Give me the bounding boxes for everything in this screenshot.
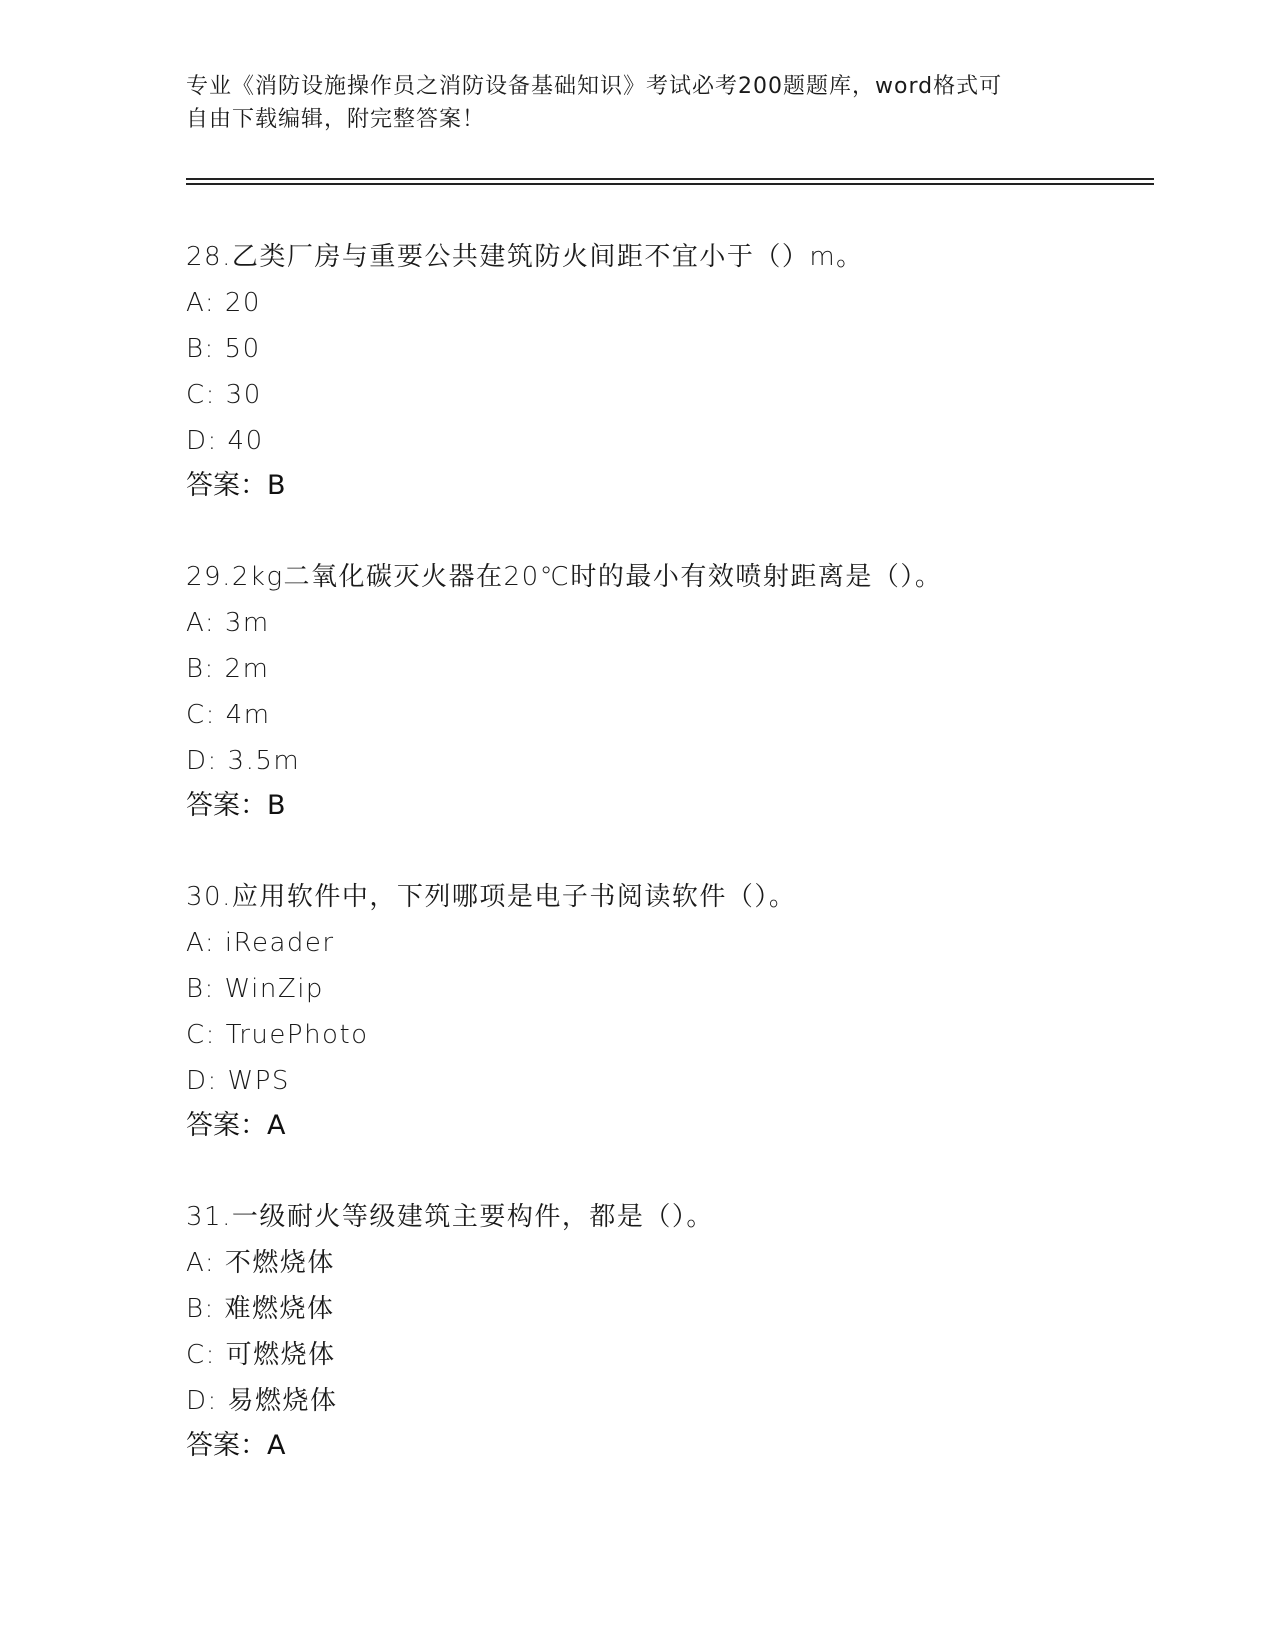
option-a: A: 20	[186, 288, 261, 318]
option-c: C: 4m	[186, 700, 271, 730]
question-stem: 30.应用软件中，下列哪项是电子书阅读软件（）。	[186, 882, 797, 912]
question-stem: 28.乙类厂房与重要公共建筑防火间距不宜小于（）m。	[186, 242, 864, 272]
option-d: D: 易燃烧体	[186, 1386, 338, 1416]
option-c: C: TruePhoto	[186, 1020, 369, 1050]
header-title-line-2: 自由下载编辑，附完整答案！	[186, 107, 486, 132]
option-b: B: WinZip	[186, 974, 324, 1004]
question-block	[186, 554, 1146, 828]
question-block	[186, 1194, 1146, 1468]
answer-line: 答案：B	[186, 790, 286, 821]
question-stem: 29.2kg二氧化碳灭火器在20℃时的最小有效喷射距离是（）。	[186, 562, 943, 592]
question-block	[186, 874, 1146, 1148]
option-d: D: WPS	[186, 1066, 290, 1096]
answer-line: 答案：A	[186, 1110, 286, 1141]
option-d: D: 3.5m	[186, 746, 301, 776]
header-title-line-1: 专业《消防设施操作员之消防设备基础知识》考试必考200题题库，word格式可	[186, 74, 1003, 99]
document-header	[186, 70, 1086, 136]
option-a: A: iReader	[186, 928, 335, 958]
option-b: B: 50	[186, 334, 261, 364]
option-b: B: 2m	[186, 654, 270, 684]
header-divider-bottom	[186, 183, 1154, 185]
header-divider-top	[186, 178, 1154, 180]
option-b: B: 难燃烧体	[186, 1294, 335, 1324]
option-c: C: 30	[186, 380, 262, 410]
option-a: A: 3m	[186, 608, 270, 638]
answer-line: 答案：A	[186, 1430, 286, 1461]
question-block	[186, 234, 1146, 508]
option-d: D: 40	[186, 426, 264, 456]
option-a: A: 不燃烧体	[186, 1248, 335, 1278]
option-c: C: 可燃烧体	[186, 1340, 336, 1370]
question-stem: 31.一级耐火等级建筑主要构件，都是（）。	[186, 1202, 714, 1232]
answer-line: 答案：B	[186, 470, 286, 501]
